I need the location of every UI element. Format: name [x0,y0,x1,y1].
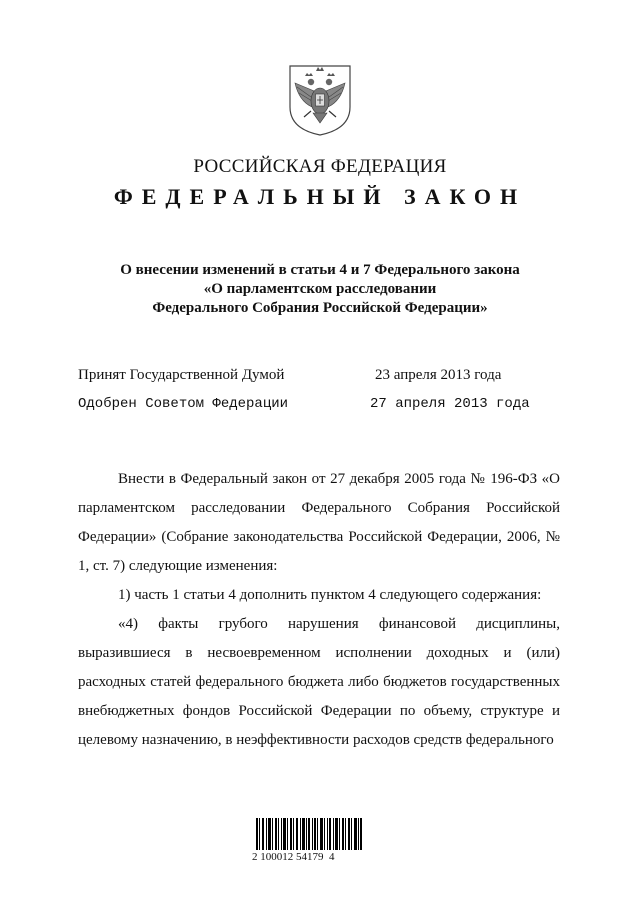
duma-adoption-date: 23 апреля 2013 года [375,367,502,383]
document-type: ФЕДЕРАЛЬНЫЙ ЗАКОН [113,184,527,209]
duma-adoption-label: Принят Государственной Думой [78,367,285,383]
amendment-item-1: 1) часть 1 статьи 4 дополнить пунктом 4 следующего содержания: [118,587,542,603]
law-title-line-1: О внесении изменений в статьи 4 и 7 Федерального закона [120,262,520,278]
law-title [0,261,640,318]
law-body [78,465,560,755]
law-title-line-3: Федерального Собрания Российской Федерации» [152,300,488,316]
barcode-number: 2 100012 54179 4 [252,851,335,863]
country-name: РОССИЙСКАЯ ФЕДЕРАЦИЯ [193,156,447,177]
russian-coat-of-arms-icon [287,63,353,137]
intro-paragraph: Внести в Федеральный закон от 27 декабря 2005 года № 196-ФЗ «О парламентском расследовании Федерального Собрания Российской Федерации» (Собрание законодательства Российской Федерации, 2006, № 1, ст. 7) следующие изменения: [78,471,560,574]
council-approval-label: Одобрен Советом Федерации [78,396,289,412]
quoted-amendment-text: «4) факты грубого нарушения финансовой дисциплины, выразившиеся в несвоевременном исполнении доходных и (или) расходных статей федерального бюджета либо бюджетов государственных внебюджетных фондов Российской Федерации по объему, структуре и целевому назначению, в неэффективности расходов средств федерального [78,616,560,748]
law-title-line-2: «О парламентском расследовании [203,281,437,297]
council-approval-date: 27 апреля 2013 года [370,396,530,412]
barcode-image [256,818,362,850]
